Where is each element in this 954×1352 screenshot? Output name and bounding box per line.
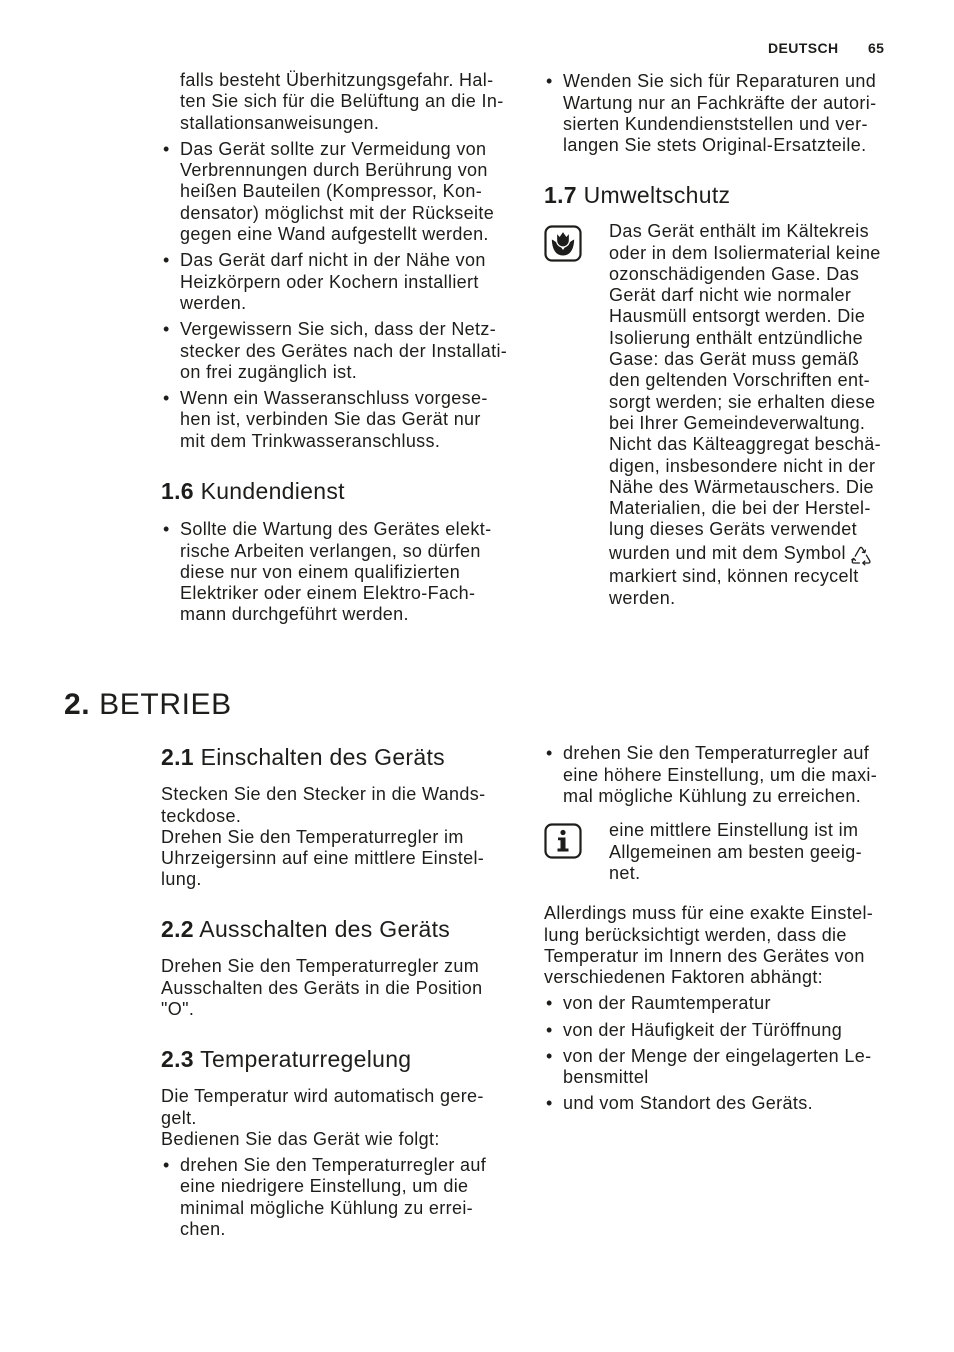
text-line: eine höhere Einstellung, um die maxi- [563,764,878,785]
left-top-list [161,70,521,452]
bullet: • [163,519,170,540]
list-item [161,388,521,452]
section-1-6-list [161,519,521,625]
text-line: on frei zugänglich ist. [180,361,358,382]
text-line: Verbrennungen durch Berührung von [180,160,488,181]
text-line: ozonschädigenden Gase. Das [609,263,860,284]
section-number: 2.3 [161,1046,194,1073]
text-line: Materialien, die bei der Herstel- [609,498,871,519]
factors-list [544,993,904,1114]
bullet: • [546,1045,553,1066]
section-2-1-text [161,784,521,890]
bullet: • [546,743,553,764]
text-line: den geltenden Vorschriften ent- [609,370,871,391]
text-line: mann durchgeführt werden. [180,604,409,625]
text-line: Gerät darf nicht wie normaler [609,285,852,306]
section-heading-1-7 [544,181,730,209]
text-line: Wenn ein Wasseranschluss vorgese- [180,388,488,409]
bullet: • [546,1019,553,1040]
text-line: langen Sie stets Original-Ersatzteile. [563,135,867,156]
bullet: • [546,1093,553,1114]
section-heading-2-3 [161,1045,411,1073]
bullet: • [546,993,553,1014]
factors-paragraph [544,903,904,988]
text-line: heißen Bauteilen (Kompressor, Kon- [180,181,483,202]
header-language: DEUTSCH [768,40,839,56]
text-line: Sollte die Wartung des Gerätes elekt- [180,519,492,540]
text-line: Drehen Sie den Temperaturregler im [161,826,464,847]
chapter-title: BETRIEB [99,688,232,721]
text-line: falls besteht Überhitzungsgefahr. Hal- [180,70,494,90]
chapter-heading [64,687,232,723]
text-line: Elektriker oder einem Elektro-Fach- [180,583,476,604]
text-line: drehen Sie den Temperaturregler auf [180,1155,487,1176]
list-item [544,1020,904,1041]
text-line: Das Gerät enthält im Kältekreis [609,221,869,242]
chapter-number: 2. [64,688,91,721]
text-line: minimal mögliche Kühlung zu errei- [180,1197,474,1218]
bullet: • [163,319,170,340]
text-line: Das Gerät sollte zur Vermeidung von [180,138,487,159]
text-line: Vergewissern Sie sich, dass der Netz- [180,319,497,340]
text-line: eine niedrigere Einstellung, um die [180,1176,469,1197]
bullet: • [163,388,170,409]
list-item [161,319,521,383]
text-line: mal mögliche Kühlung zu erreichen. [563,785,862,806]
bullet: • [163,1155,170,1176]
section-title: Ausschalten des Geräts [199,916,451,943]
text-line: wurden und mit dem Symbol [609,543,846,564]
text-line: Die Temperatur wird automatisch gere- [161,1086,484,1107]
text-line: Uhrzeigersinn auf eine mittlere Einstel- [161,848,485,869]
text-line: "O". [161,998,195,1019]
text-line: bei Ihrer Gemeindeverwaltung. [609,412,866,433]
text-line: diese nur von einem qualifizierten [180,561,461,582]
section-heading-2-2 [161,915,450,943]
list-item [544,71,904,156]
text-line: Bedienen Sie das Gerät wie folgt: [161,1128,440,1149]
list-item [161,1155,521,1240]
list-item [544,743,904,807]
text-line: werden. [609,587,676,608]
text-line: Allgemeinen am besten geeig- [609,841,862,862]
text-line: Nicht das Kälteaggregat beschä- [609,434,882,455]
text-line: Wenden Sie sich für Reparaturen und [563,71,877,92]
section-2-2-text [161,956,521,1020]
text-line: und vom Standort des Geräts. [563,1093,813,1114]
environment-icon [544,225,582,267]
text-line: Hausmüll entsorgt werden. Die [609,306,866,327]
section-title: Einschalten des Geräts [200,744,445,771]
text-line: gegen eine Wand aufgestellt werden. [180,224,489,245]
section-number: 1.7 [544,182,577,209]
text-line: rische Arbeiten verlangen, so dürfen [180,540,481,561]
continued-list-item [161,70,521,134]
text-line: Nähe des Wärmetauschers. Die [609,476,874,497]
text-line: Isolierung enthält entzündliche [609,327,864,348]
text-line: gelt. [161,1107,197,1128]
text-line: Stecken Sie den Stecker in die Wands- [161,784,486,805]
text-line: lung berücksichtigt werden, dass die [544,924,847,945]
text-line: hen ist, verbinden Sie das Gerät nur [180,409,481,430]
text-line: stecker des Gerätes nach der Installati- [180,340,508,361]
bullet: • [163,138,170,159]
text-line: von der Raumtemperatur [563,993,771,1014]
right-top-list [544,71,904,156]
page-number: 65 [868,40,885,56]
text-line: lung. [161,869,202,890]
text-line: teckdose. [161,805,242,826]
section-number: 1.6 [161,478,194,504]
text-line: digen, insbesondere nicht in der [609,455,876,476]
text-line-with-symbol [609,543,909,564]
text-line: eine mittlere Einstellung ist im [609,820,859,841]
text-line: sorgt werden; sie erhalten diese [609,391,876,412]
section-2-3-text [161,1086,521,1240]
text-line: oder in dem Isoliermaterial keine [609,242,881,263]
list-item [544,1046,904,1089]
list-item [161,519,521,625]
section-number: 2.2 [161,916,194,943]
info-icon [544,823,582,864]
text-line: lung dieses Geräts verwendet [609,519,857,540]
list-item [161,250,521,314]
section-number: 2.1 [161,744,194,771]
text-line: von der Menge der eingelagerten Le- [563,1045,872,1066]
text-line: Ausschalten des Geräts in die Position [161,977,483,998]
text-line: markiert sind, können recycelt [609,566,859,587]
text-line: ten Sie sich für die Belüftung an die In- [180,91,504,112]
text-line: von der Häufigkeit der Türöffnung [563,1019,843,1040]
bullet: • [546,71,553,92]
list-item [544,1093,904,1114]
text-line: sierten Kundendienststellen und ver- [563,113,868,134]
right-bottom-list [544,743,904,807]
list-item [161,139,521,245]
info-note-text [609,820,909,884]
text-line: densator) möglichst mit der Rückseite [180,202,495,223]
text-line: Das Gerät darf nicht in der Nähe von [180,250,486,271]
section-1-7-text [609,221,909,609]
section-heading-1-6 [161,477,345,505]
text-line: mit dem Trinkwasseranschluss. [180,430,441,451]
text-line: Drehen Sie den Temperaturregler zum [161,956,480,977]
section-title: Temperaturregelung [200,1046,412,1073]
section-title: Umweltschutz [583,182,731,209]
recycle-icon [850,544,872,566]
section-heading-2-1 [161,743,445,771]
text-line: drehen Sie den Temperaturregler auf [563,743,870,764]
text-line: Heizkörpern oder Kochern installiert [180,271,479,292]
list-item [544,993,904,1014]
text-line: Temperatur im Innern des Gerätes von [544,945,865,966]
text-line: Wartung nur an Fachkräfte der autori- [563,92,877,113]
section-title: Kundendienst [200,478,345,504]
text-line: chen. [180,1219,226,1240]
text-line: bensmittel [563,1067,649,1088]
text-line: verschiedenen Faktoren abhängt: [544,967,824,988]
text-line: Gase: das Gerät muss gemäß [609,349,860,370]
text-line: Allerdings muss für eine exakte Einstel- [544,903,874,924]
text-line: stallationsanweisungen. [180,112,380,133]
text-line: werden. [180,292,247,313]
bullet: • [163,250,170,271]
text-line: net. [609,862,641,883]
